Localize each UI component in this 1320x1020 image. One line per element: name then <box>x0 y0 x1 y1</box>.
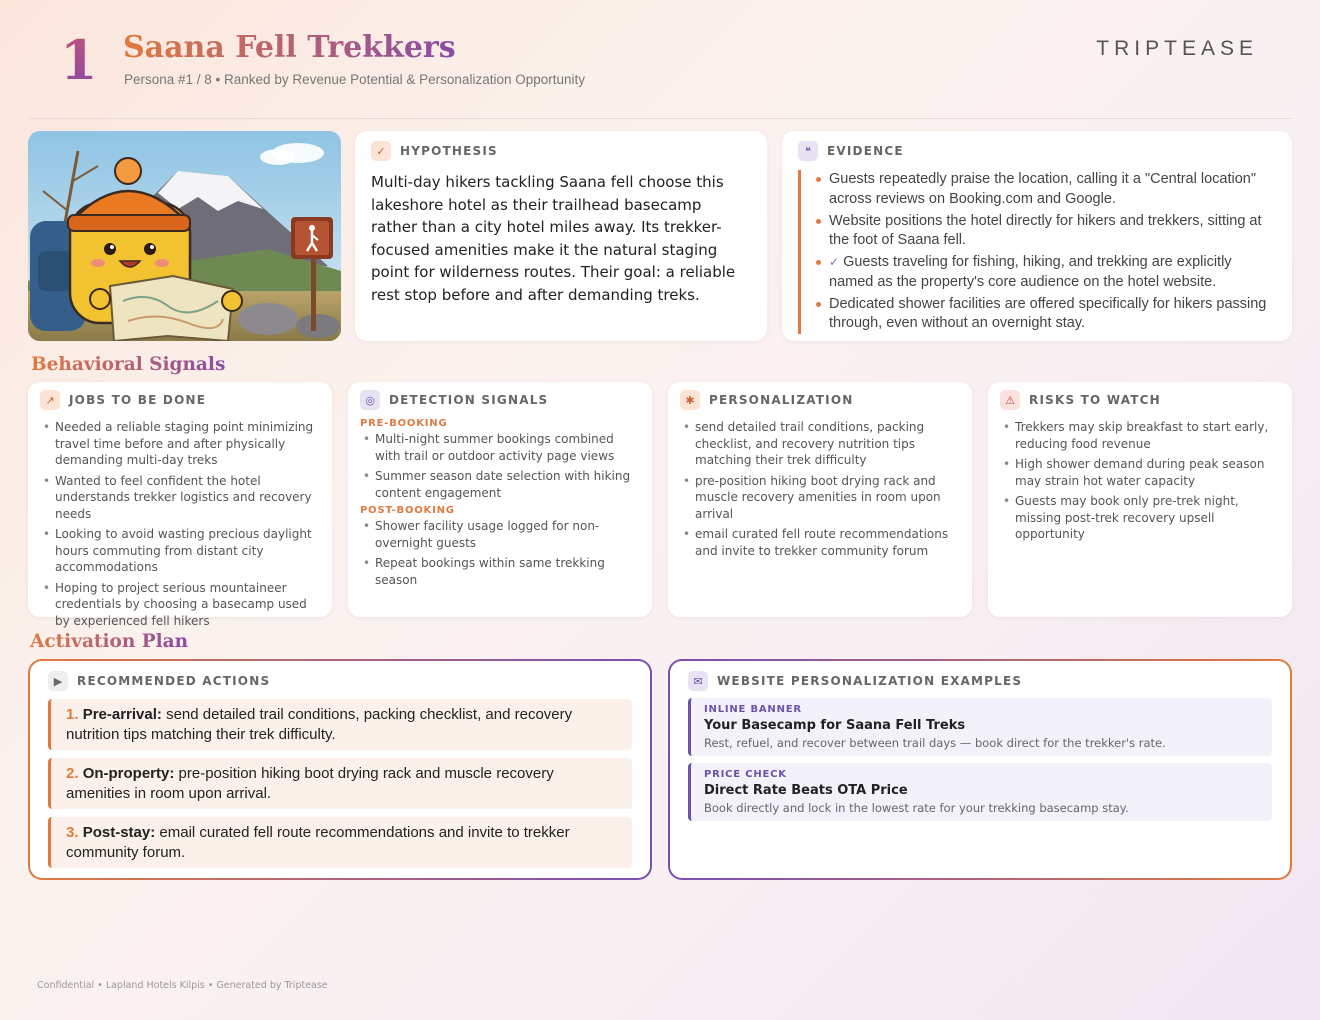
pre-booking-label: PRE-BOOKING <box>360 418 448 429</box>
page-subtitle: Persona #1 / 8 • Ranked by Revenue Potential & Personalization Opportunity <box>124 72 586 87</box>
action-item: 1. Pre-arrival: send detailed trail conditions, packing checklist, and recovery nutrition tips matching their trek difficulty. <box>48 699 632 750</box>
page-title: Saana Fell Trekkers <box>123 30 456 65</box>
jobs-label: JOBS TO BE DONE <box>69 393 207 407</box>
risks-card <box>988 382 1292 617</box>
header-divider <box>28 118 1292 119</box>
list-item: • Hoping to project serious mountaineer credentials by choosing a basecamp used by experienced fell hikers <box>40 580 320 630</box>
sparkle-icon: ✱ <box>680 390 700 410</box>
personalization-card <box>668 382 972 617</box>
list-item: • Trekkers may skip breakfast to start early, reducing food revenue <box>1000 419 1280 452</box>
website-personalization-card <box>668 659 1292 880</box>
recommended-actions-card <box>28 659 652 880</box>
quote-icon: ❝ <box>798 141 818 161</box>
arrow-up-right-icon: ↗ <box>40 390 60 410</box>
target-icon: ◎ <box>360 390 380 410</box>
evidence-item: Dedicated shower facilities are offered specifically for hikers passing through, even without an overnight stay. <box>815 295 1276 334</box>
verified-check-icon: ✓ <box>829 255 840 269</box>
check-icon: ✓ <box>371 141 391 161</box>
list-item: • Guests may book only pre-trek night, missing post-trek recovery upsell opportunity <box>1000 493 1280 543</box>
post-booking-label: POST-BOOKING <box>360 505 455 516</box>
detection-label: DETECTION SIGNALS <box>389 393 549 407</box>
evidence-body <box>798 170 1276 334</box>
envelope-icon: ✉ <box>688 671 708 691</box>
example-price-check: PRICE CHECK Direct Rate Beats OTA Price Book directly and lock in the lowest rate for your trekking basecamp stay. <box>688 763 1272 821</box>
list-item: • Shower facility usage logged for non-overnight guests <box>360 518 640 551</box>
list-item: • Needed a reliable staging point minimizing travel time before and after physically demanding multi-day treks <box>40 419 320 469</box>
evidence-label: EVIDENCE <box>827 144 904 158</box>
list-item: • High shower demand during peak season may strain hot water capacity <box>1000 456 1280 489</box>
hypothesis-label: HYPOTHESIS <box>400 144 498 158</box>
list-item: • pre-position hiking boot drying rack and muscle recovery amenities in room upon arrival <box>680 473 960 523</box>
hero-illustration <box>28 131 341 341</box>
activation-plan-heading: Activation Plan <box>30 631 189 652</box>
hypothesis-card <box>355 131 767 341</box>
play-icon: ▶ <box>48 671 68 691</box>
evidence-card <box>782 131 1292 341</box>
behavioral-signals-heading: Behavioral Signals <box>31 354 226 375</box>
list-item: • Multi-night summer bookings combined with trail or outdoor activity page views <box>360 431 640 464</box>
action-item: 2. On-property: pre-position hiking boot drying rack and muscle recovery amenities in room upon arrival. <box>48 758 632 809</box>
evidence-item: Guests repeatedly praise the location, calling it a "Central location" across reviews on Booking.com and Google. <box>815 170 1276 209</box>
persona-number: 1 <box>60 28 98 92</box>
list-item: • Summer season date selection with hiking content engagement <box>360 468 640 501</box>
action-item: 3. Post-stay: email curated fell route recommendations and invite to trekker community forum. <box>48 817 632 868</box>
risks-label: RISKS TO WATCH <box>1029 393 1161 407</box>
actions-label: RECOMMENDED ACTIONS <box>77 674 271 688</box>
footer: Confidential • Lapland Hotels Kilpis • Generated by Triptease <box>37 980 328 991</box>
list-item: • Looking to avoid wasting precious daylight hours commuting from distant city accommodations <box>40 526 320 576</box>
evidence-item: ✓ Guests traveling for fishing, hiking, and trekking are explicitly named as the property's core audience on the hotel website. <box>815 253 1276 292</box>
example-inline-banner: INLINE BANNER Your Basecamp for Saana Fell Treks Rest, refuel, and recover between trail days — book direct for the trekker's rate. <box>688 698 1272 756</box>
brand-logo: TRIPTEASE <box>1096 37 1258 60</box>
list-item: • Wanted to feel confident the hotel understands trekker logistics and recovery needs <box>40 473 320 523</box>
warning-icon: ⚠ <box>1000 390 1020 410</box>
detection-signals-card <box>348 382 652 617</box>
list-item: • send detailed trail conditions, packing checklist, and recovery nutrition tips matching their trek difficulty <box>680 419 960 469</box>
list-item: • Repeat bookings within same trekking season <box>360 555 640 588</box>
examples-label: WEBSITE PERSONALIZATION EXAMPLES <box>717 674 1023 688</box>
evidence-item: Website positions the hotel directly for hikers and trekkers, sitting at the foot of Saana fell. <box>815 212 1276 251</box>
jobs-to-be-done-card <box>28 382 332 628</box>
list-item: • email curated fell route recommendations and invite to trekker community forum <box>680 526 960 559</box>
hypothesis-text: Multi-day hikers tackling Saana fell choose this lakeshore hotel as their trailhead basecamp rather than a city hotel miles away. Its trekker-focused amenities make it the natural staging point for wilderness routes. Their goal: a reliable rest stop before and after demanding treks. <box>371 173 736 304</box>
personalization-label: PERSONALIZATION <box>709 393 854 407</box>
